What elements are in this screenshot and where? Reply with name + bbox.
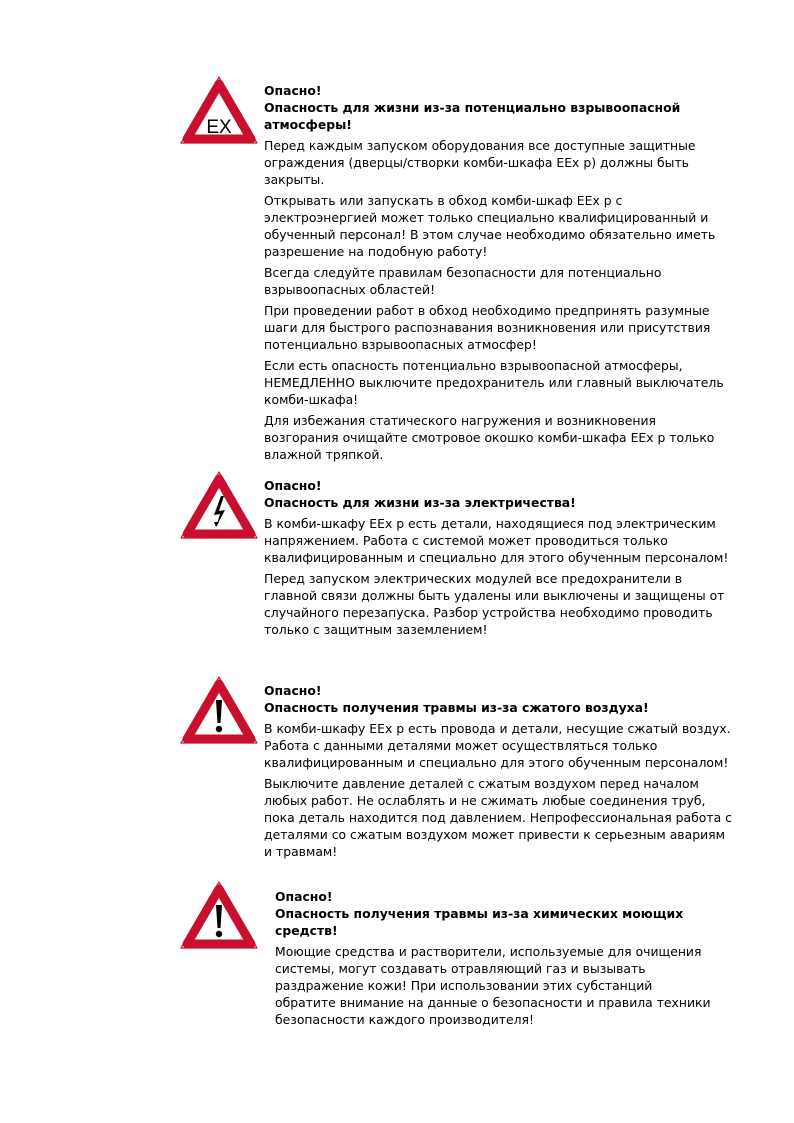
warning-paragraph: Перед запуском электрических модулей все предохранители в главной связи должны быть удалены или выключены и защищены от случайного перезапуска. Разбор устройства необходимо проводить только с защитным заземлением! <box>264 571 725 637</box>
warning-heading: Опасность для жизни из-за электричества! <box>264 495 576 510</box>
warning-heading: Опасность для жизни из-за потенциально взрывоопасной атмосферы! <box>264 100 681 132</box>
warning-paragraph: Открывать или запускать в обход комби-шкаф EEx p с электроэнергией может только специально квалифицированный и обученный персонал! В этом случае необходимо обязательно иметь разрешение на подобную работу! <box>264 193 716 259</box>
warning-paragraph: В комби-шкафу EEx p есть детали, находящиеся под электрическим напряжением. Работа с системой может проводиться только квалифицированным и специально для этого обученным персоналом! <box>264 516 729 565</box>
warning-paragraph: Для избежания статического нагружения и возникновения возгорания очищайте смотровое окошко комби-шкафа EEx p только влажной тряпкой. <box>264 413 715 462</box>
danger-label: Опасно! <box>264 683 322 698</box>
general-warning-icon <box>179 880 259 950</box>
warning-paragraph: В комби-шкафу EEx p есть провода и детали, несущие сжатый воздух. Работа с данными деталями может осуществляться только квалифицированным и специально для этого обученным персоналом! <box>264 721 731 770</box>
danger-label: Опасно! <box>264 478 322 493</box>
danger-label: Опасно! <box>275 889 333 904</box>
warning-paragraph: Моющие средства и растворители, используемые для очищения системы, могут создавать отравляющий газ и вызывать раздражение кожи! При использовании этих субстанций обратите внимание на данные о безопасности и правила техники безопасности каждого производителя! <box>275 944 711 1027</box>
warning-paragraph: Всегда следуйте правилам безопасности для потенциально взрывоопасных областей! <box>264 265 662 297</box>
warning-heading: Опасность получения травмы из-за химических моющих средств! <box>275 906 684 938</box>
general-warning-icon <box>179 675 259 745</box>
warning-paragraph: При проведении работ в обход необходимо предпринять разумные шаги для быстрого распознавания возникновения или присутствия потенциально взрывоопасных атмосфер! <box>264 303 711 352</box>
warning-paragraph: Перед каждым запуском оборудования все доступные защитные ограждения (дверцы/створки комби-шкафа EEx p) должны быть закрыты. <box>264 138 696 187</box>
warning-heading: Опасность получения травмы из-за сжатого воздуха! <box>264 700 649 715</box>
electrical-hazard-warning-icon <box>179 470 259 540</box>
warning-paragraph: Если есть опасность потенциально взрывоопасной атмосферы, НЕМЕДЛЕННО выключите предохранитель или главный выключатель комби-шкафа! <box>264 358 724 407</box>
danger-label: Опасно! <box>264 83 322 98</box>
explosion-hazard-warning-icon <box>179 75 259 145</box>
warning-paragraph: Выключите давление деталей с сжатым воздухом перед началом любых работ. Не ослаблять и не сжимать любые соединения труб, пока деталь находится под давлением. Непрофессиональная работа с деталями со сжатым воздухом может привести к серьезным авариям и травмам! <box>264 776 732 859</box>
sign-ex-label: EX <box>206 117 232 138</box>
